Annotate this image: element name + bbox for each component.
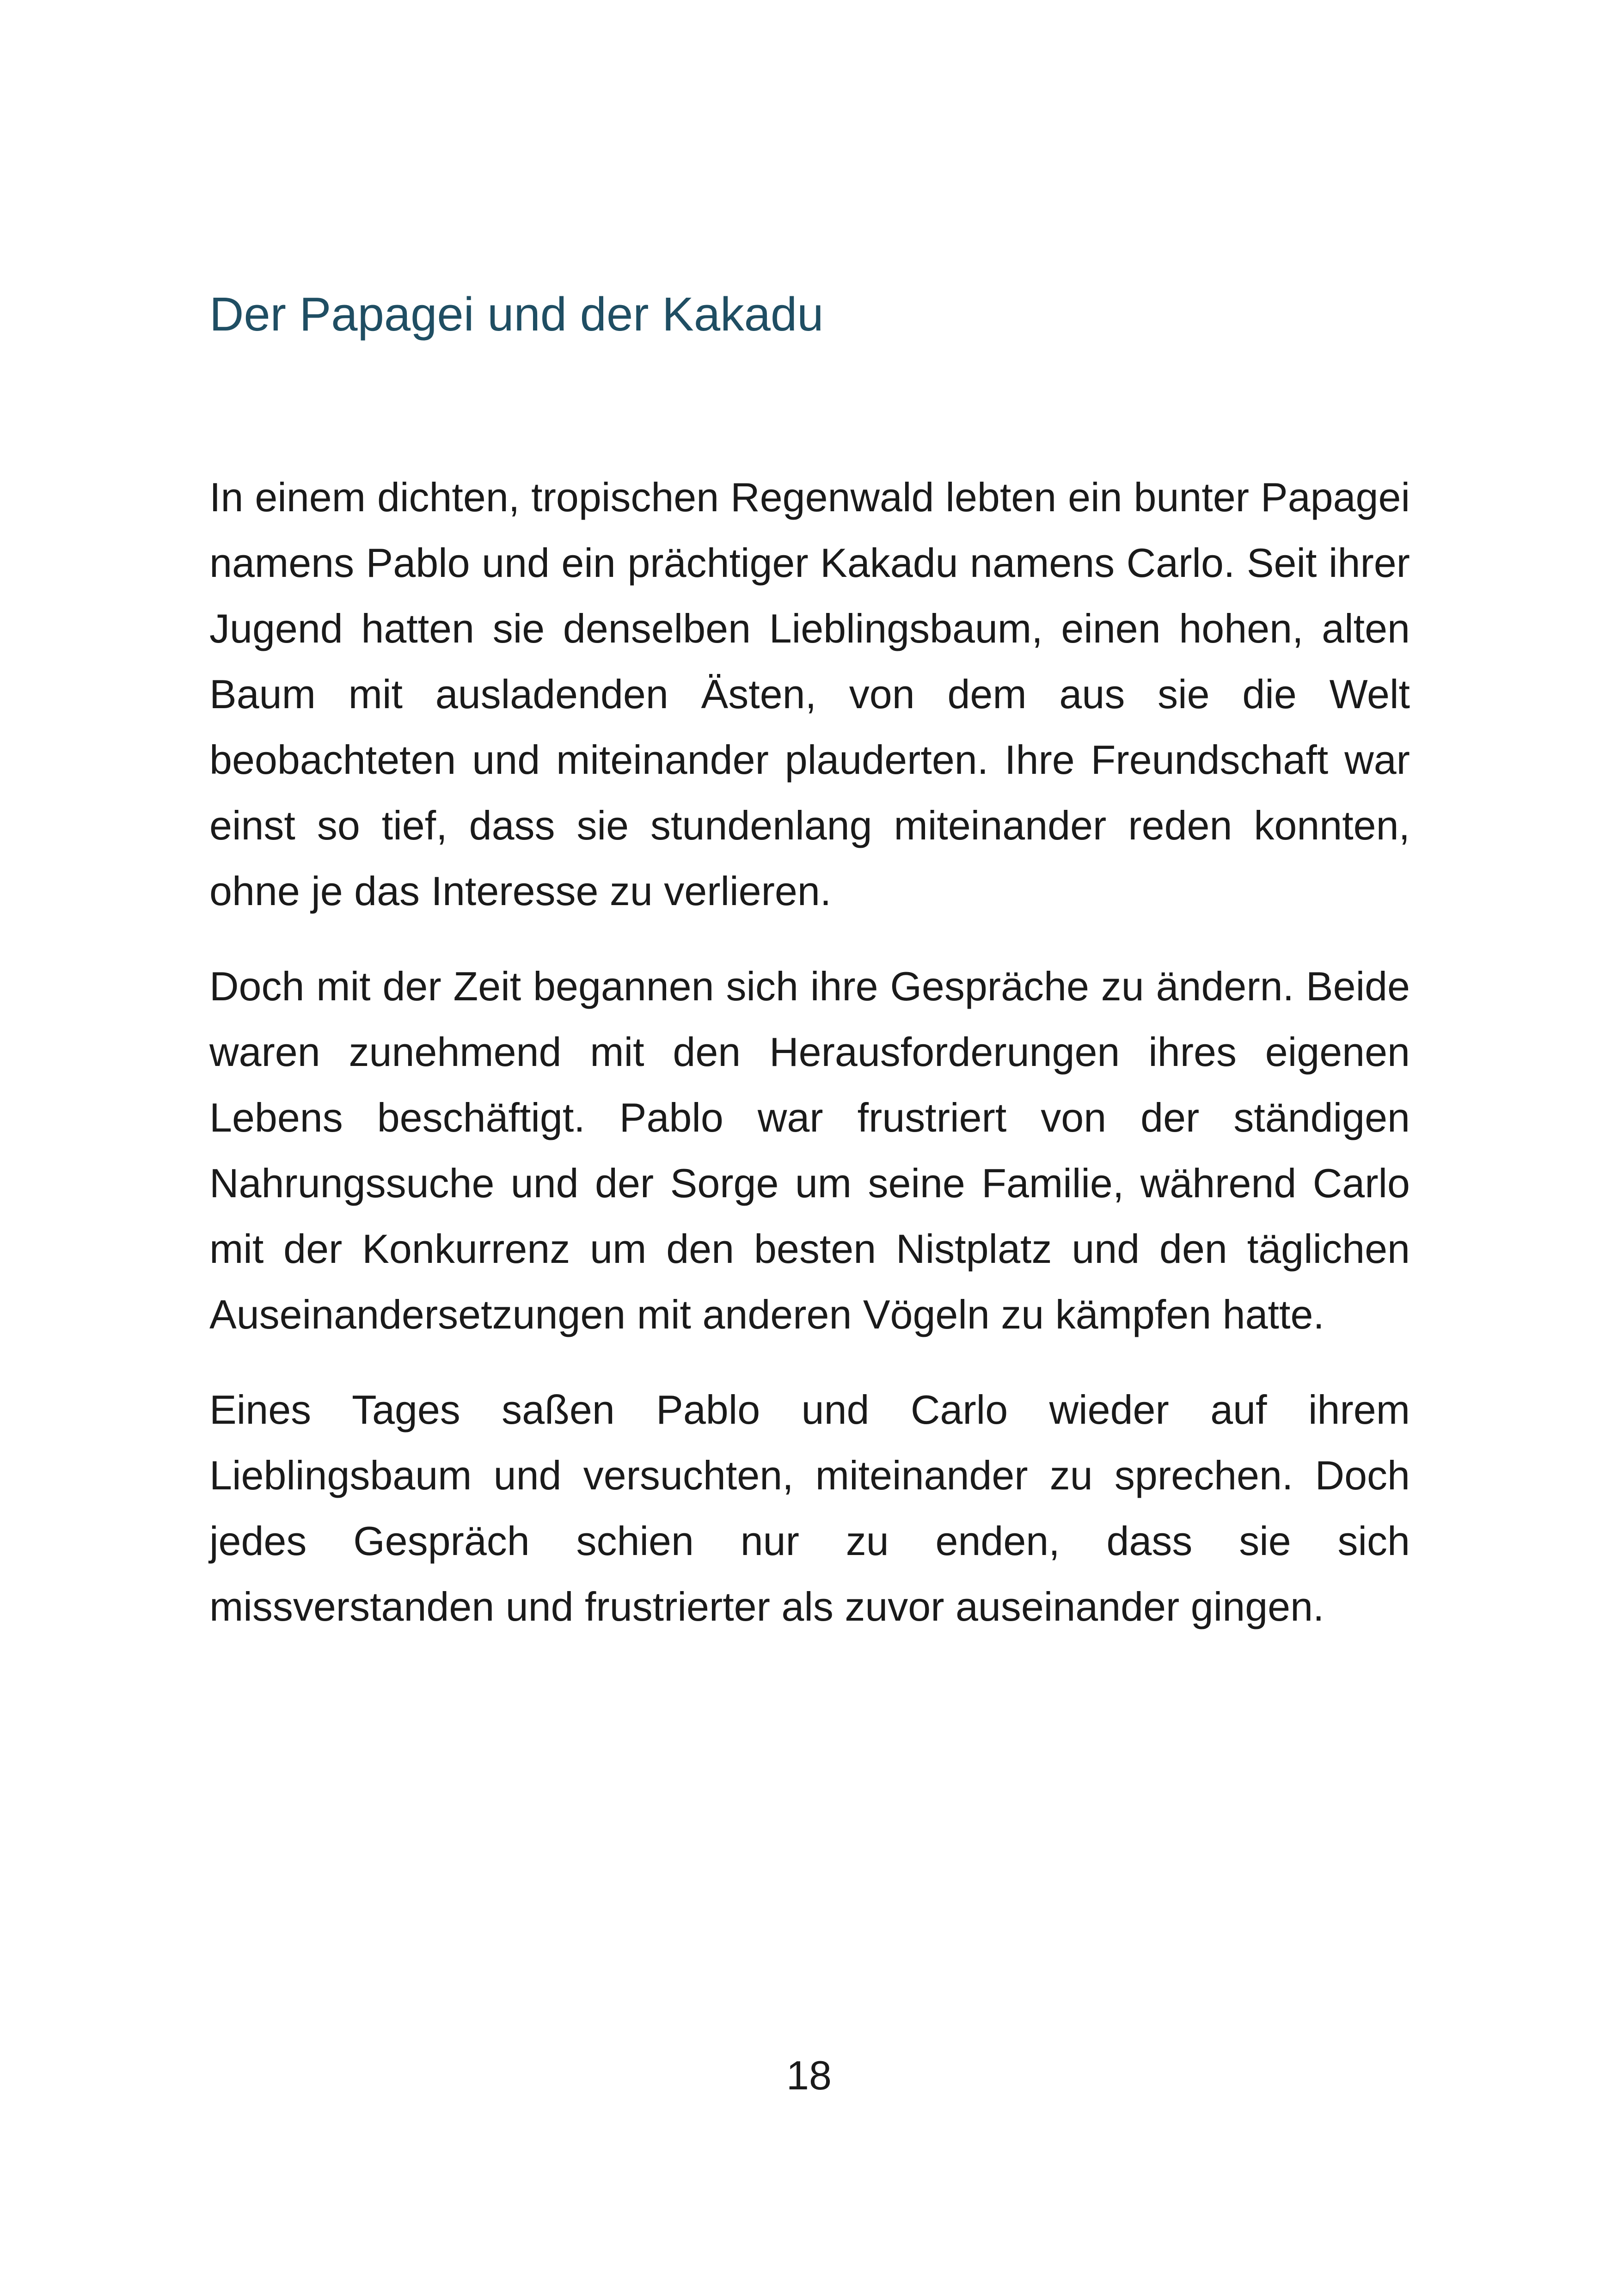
paragraph-1: In einem dichten, tropischen Regenwald lebten ein bunter Papagei namens Pablo und ein prächtiger Kakadu namens Carlo. Seit ihrer Jugend hatten sie denselben Lieblingsbaum, einen hohen, alten Baum mit ausladenden Ästen, von dem aus sie die Welt beobachteten und miteinander plauderten. Ihre Freundschaft war einst so tief, dass sie stundenlang miteinander reden konnten, ohne je das Interesse zu verlieren. [209, 474, 1410, 914]
story-text [209, 465, 1410, 1669]
paragraph-2: Doch mit der Zeit begannen sich ihre Gespräche zu ändern. Beide waren zunehmend mit den Herausforderungen ihres eigenen Lebens beschäftigt. Pablo war frustriert von der ständigen Nahrungssuche und der Sorge um seine Familie, während Carlo mit der Konkurrenz um den besten Nistplatz und den täglichen Auseinandersetzungen mit anderen Vögeln zu kämpfen hatte. [209, 963, 1410, 1337]
chapter-title: Der Papagei und der Kakadu [209, 288, 824, 341]
page-number: 18 [786, 2052, 832, 2098]
paragraph-3: Eines Tages saßen Pablo und Carlo wieder auf ihrem Lieblingsbaum und versuchten, miteinander zu sprechen. Doch jedes Gespräch schien nur zu enden, dass sie sich missverstanden und frustrierter als zuvor auseinander gingen. [209, 1387, 1410, 1629]
